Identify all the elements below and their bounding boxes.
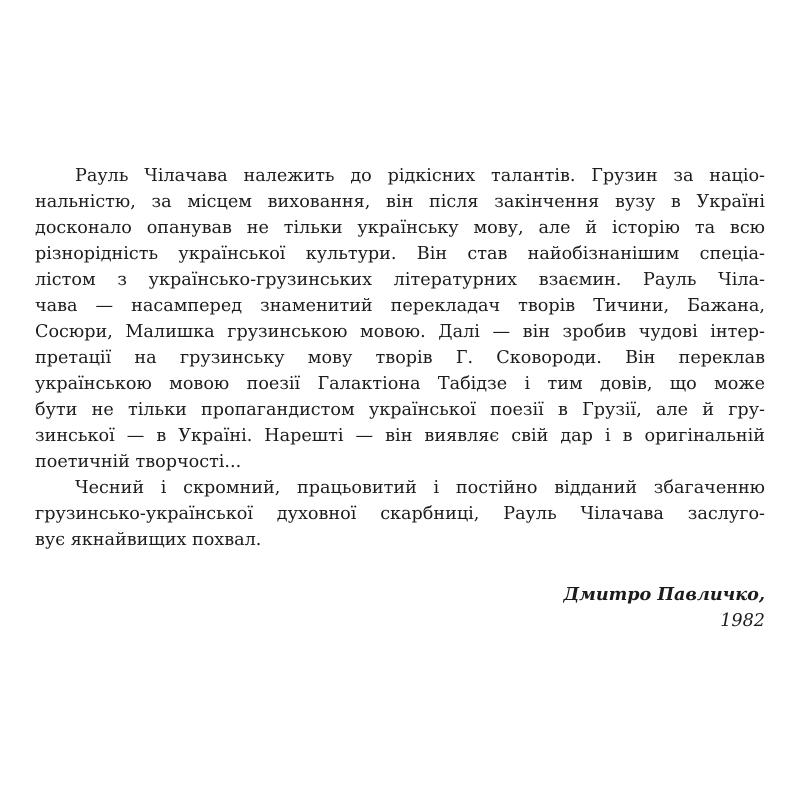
text-line: нальністю, за місцем виховання, він після закінчення вузу в Україні (35, 192, 765, 212)
signature-block (563, 581, 765, 635)
text-line: поетичній творчості... (35, 452, 242, 472)
text-line: грузинсько-української духовної скарбниці, Рауль Чілачава заслуго- (35, 504, 765, 524)
paragraph-1 (35, 163, 765, 475)
text-line: Сосюри, Малишка грузинською мовою. Далі — він зробив чудові інтер- (35, 322, 765, 342)
text-line: різнорідність української культури. Він став найобізнанішим спеціа- (35, 244, 765, 264)
paragraph-2 (35, 475, 765, 553)
text-line: досконало опанував не тільки українську мову, але й історію та всю (35, 218, 765, 238)
signature-author: Дмитро Павличко, (563, 584, 765, 605)
text-line: зинської — в Україні. Нарешті — він виявляє свій дар і в оригінальній (35, 426, 765, 446)
text-line: лістом з українсько-грузинських літературних взаємин. Рауль Чіла- (35, 270, 765, 290)
text-line: Чесний і скромний, працьовитий і постійно відданий збагаченню (75, 478, 765, 498)
text-line: претації на грузинську мову творів Г. Сковороди. Він переклав (35, 348, 765, 368)
text-line: вує якнайвищих похвал. (35, 530, 262, 550)
signature-year: 1982 (720, 611, 765, 631)
body-text (35, 163, 765, 553)
text-line: бути не тільки пропагандистом української поезії в Грузії, але й гру- (35, 400, 765, 420)
text-line: чава — насамперед знаменитий перекладач творів Тичини, Бажана, (35, 296, 765, 316)
text-line: українською мовою поезії Галактіона Табідзе і тим довів, що може (35, 374, 765, 394)
text-line: Рауль Чілачава належить до рідкісних талантів. Грузин за націо- (75, 166, 765, 186)
